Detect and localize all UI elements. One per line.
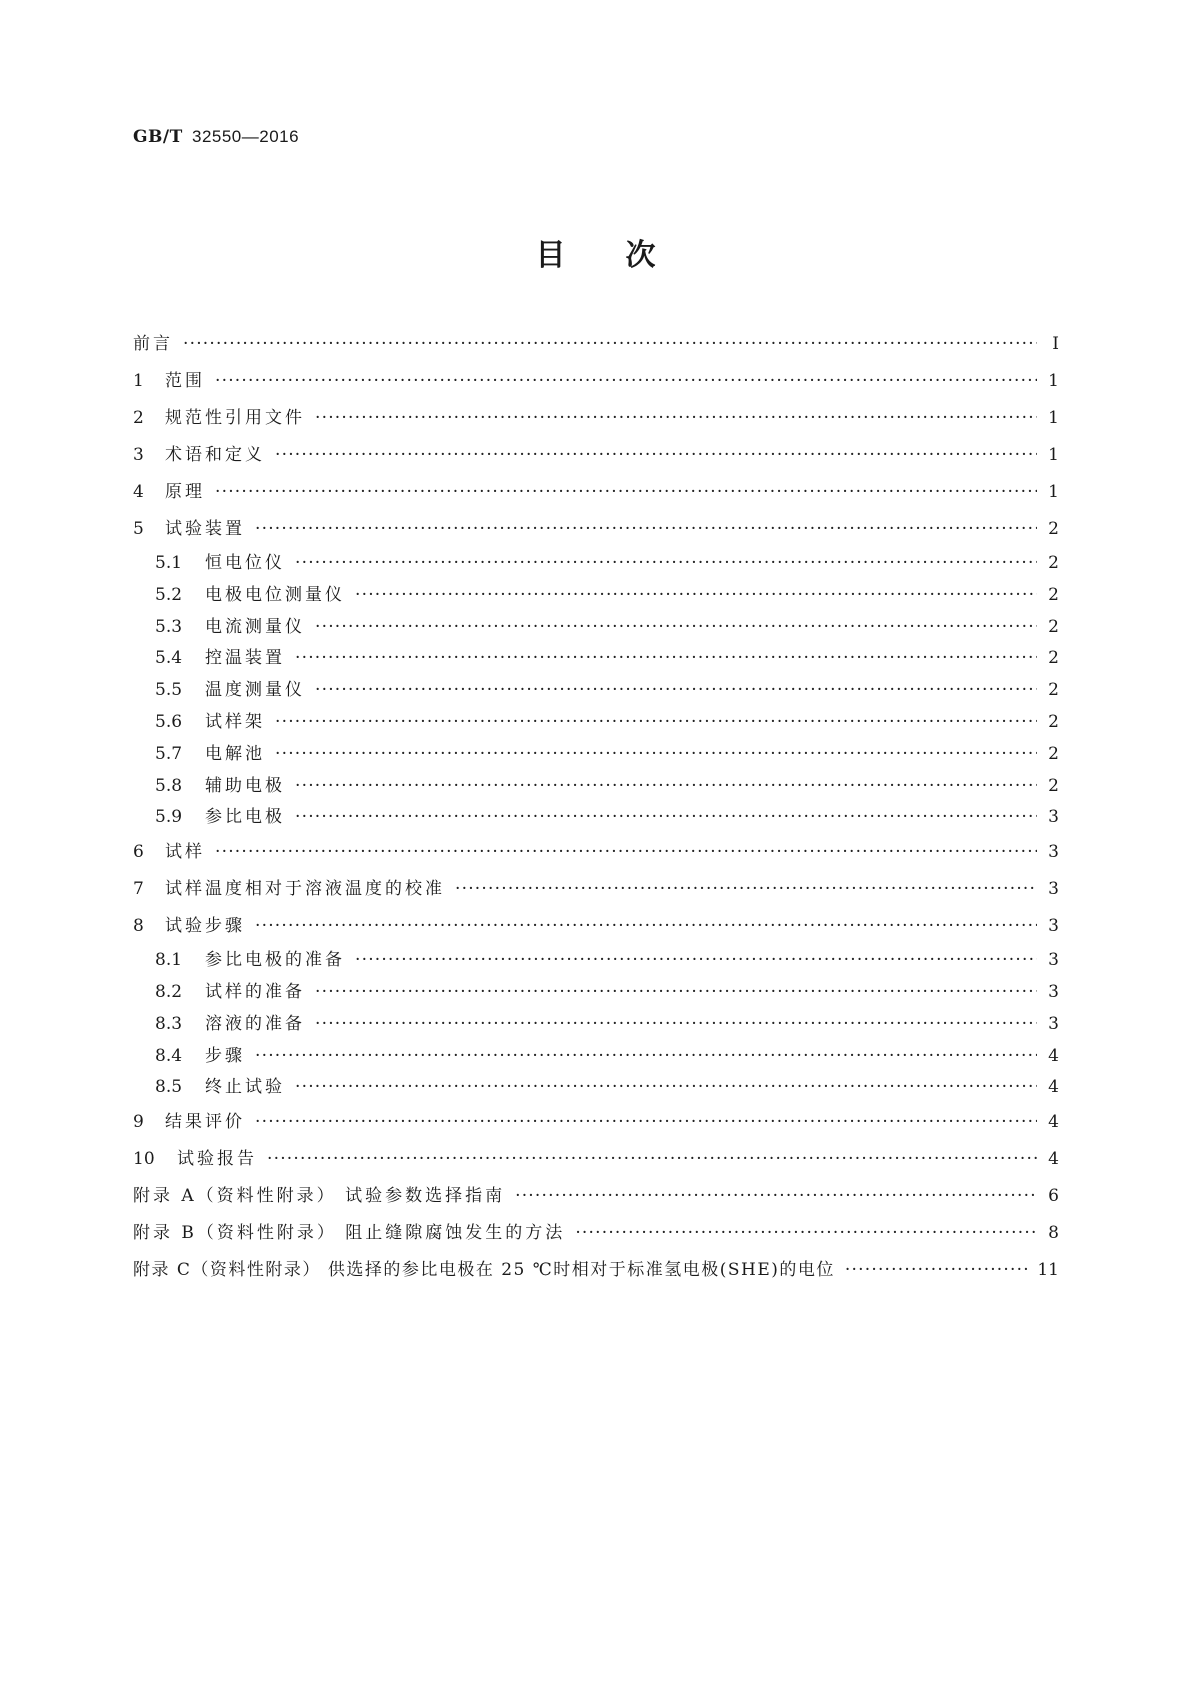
- toc-entry-label: 终止试验: [205, 1077, 285, 1098]
- toc-entry-page: Ⅰ: [1052, 334, 1059, 354]
- toc-entry-foreword[interactable]: [133, 326, 1059, 363]
- toc-entry-page: 4: [1048, 1149, 1059, 1170]
- toc-entry-number: 1: [133, 371, 144, 391]
- dot-leader: [315, 675, 1037, 707]
- toc-entry-label: 试样的准备: [205, 981, 305, 1002]
- toc-entry-page: 8: [1048, 1223, 1059, 1244]
- toc-entry-8-4[interactable]: [133, 1041, 1059, 1073]
- toc-entry-number: 9: [133, 1112, 144, 1133]
- dot-leader: [275, 437, 1037, 474]
- toc-entry-label: 控温装置: [205, 648, 285, 669]
- toc-entry-page: 2: [1048, 553, 1059, 573]
- toc-entry-4[interactable]: [133, 474, 1059, 511]
- toc-entry-page: 1: [1048, 408, 1059, 428]
- toc-entry-page: 6: [1048, 1186, 1059, 1207]
- toc-entry-5-7[interactable]: [133, 739, 1059, 771]
- toc-entry-2[interactable]: [133, 400, 1059, 437]
- toc-entry-number: 7: [133, 879, 144, 900]
- toc-entry-page: 3: [1048, 916, 1059, 937]
- page-title: 目次: [535, 238, 716, 273]
- toc-entry-5[interactable]: [133, 511, 1059, 548]
- toc-entry-number: 5.5: [155, 680, 183, 701]
- toc-entry-label: 试验装置: [165, 519, 245, 539]
- toc-entry-number: 5.2: [155, 584, 183, 605]
- toc-entry-label: 前言: [133, 334, 173, 354]
- dot-leader: [575, 1215, 1037, 1252]
- toc-entry-label: 附录 C（资料性附录） 供选择的参比电极在 25 ℃时相对于标准氢电极(SHE)的电位: [133, 1260, 835, 1281]
- toc-entry-label: 电极电位测量仪: [205, 584, 345, 605]
- toc-entry-appendix-a[interactable]: [133, 1178, 1059, 1215]
- toc-entry-label: 辅助电极: [205, 775, 285, 796]
- toc-entry-6[interactable]: [133, 834, 1059, 871]
- toc-entry-page: 11: [1037, 1260, 1059, 1281]
- dot-leader: [295, 802, 1037, 834]
- toc-entry-appendix-c[interactable]: [133, 1252, 1059, 1289]
- toc-entry-1[interactable]: [133, 363, 1059, 400]
- toc-entry-page: 4: [1048, 1045, 1059, 1066]
- toc-entry-label: 规范性引用文件: [165, 408, 305, 428]
- toc-entry-10[interactable]: [133, 1141, 1059, 1178]
- toc-entry-page: 3: [1048, 981, 1059, 1002]
- standard-prefix: GB/T: [133, 127, 183, 147]
- toc-entry-page: 3: [1048, 879, 1059, 900]
- dot-leader: [267, 1141, 1037, 1178]
- toc-entry-appendix-b[interactable]: [133, 1215, 1059, 1252]
- dot-leader: [255, 1104, 1037, 1141]
- toc-entry-page: 2: [1048, 584, 1059, 605]
- toc-entry-label: 试验步骤: [165, 916, 245, 937]
- dot-leader: [295, 548, 1037, 580]
- toc-entry-page: 1: [1048, 482, 1059, 502]
- toc-entry-5-3[interactable]: [133, 612, 1059, 644]
- toc-entry-label: 试样温度相对于溶液温度的校准: [165, 879, 445, 900]
- dot-leader: [355, 945, 1037, 977]
- toc-entry-8-2[interactable]: [133, 977, 1059, 1009]
- toc-entry-page: 2: [1048, 711, 1059, 732]
- toc-entry-number: 5: [133, 519, 144, 539]
- dot-leader: [215, 363, 1037, 400]
- toc-entry-9[interactable]: [133, 1104, 1059, 1141]
- standard-code: 32550—2016: [191, 127, 300, 146]
- toc-entry-page: 4: [1048, 1077, 1059, 1098]
- dot-leader: [315, 400, 1037, 437]
- toc-entry-label: 结果评价: [165, 1112, 245, 1133]
- dot-leader: [315, 977, 1037, 1009]
- dot-leader: [455, 871, 1037, 908]
- toc-entry-page: 2: [1048, 743, 1059, 764]
- toc-entry-number: 8.4: [155, 1045, 183, 1066]
- dot-leader: [355, 580, 1037, 612]
- toc-entry-number: 6: [133, 842, 144, 863]
- dot-leader: [255, 908, 1037, 945]
- toc-entry-label: 范围: [165, 371, 205, 391]
- toc-entry-number: 8: [133, 916, 144, 937]
- toc-entry-page: 3: [1048, 950, 1059, 971]
- toc-entry-page: 3: [1048, 1013, 1059, 1034]
- toc-entry-number: 8.1: [155, 950, 183, 971]
- toc-entry-8-5[interactable]: [133, 1072, 1059, 1104]
- toc-entry-number: 5.7: [155, 743, 183, 764]
- toc-entry-8-1[interactable]: [133, 945, 1059, 977]
- dot-leader: [295, 1072, 1037, 1104]
- toc-entry-label: 试验报告: [177, 1149, 257, 1170]
- toc-entry-number: 4: [133, 482, 144, 502]
- toc-entry-5-4[interactable]: [133, 643, 1059, 675]
- dot-leader: [255, 1041, 1037, 1073]
- dot-leader: [295, 643, 1037, 675]
- toc-entry-8[interactable]: [133, 908, 1059, 945]
- dot-leader: [275, 707, 1037, 739]
- toc-entry-number: 10: [133, 1149, 155, 1170]
- toc-entry-label: 试样架: [205, 711, 265, 732]
- toc-entry-5-1[interactable]: [133, 548, 1059, 580]
- toc-entry-7[interactable]: [133, 871, 1059, 908]
- standard-number: [133, 127, 299, 147]
- table-of-contents: [133, 326, 1059, 1289]
- dot-leader: [255, 511, 1037, 548]
- toc-entry-label: 电解池: [205, 743, 265, 764]
- dot-leader: [515, 1178, 1037, 1215]
- toc-entry-label: 附录 A（资料性附录） 试验参数选择指南: [133, 1186, 506, 1207]
- toc-entry-label: 原理: [165, 482, 205, 502]
- toc-entry-page: 4: [1048, 1112, 1059, 1133]
- dot-leader: [295, 771, 1037, 803]
- toc-entry-label: 恒电位仪: [205, 553, 285, 573]
- toc-entry-page: 1: [1048, 445, 1059, 465]
- toc-entry-label: 术语和定义: [165, 445, 265, 465]
- toc-entry-page: 1: [1048, 371, 1059, 391]
- toc-entry-number: 8.3: [155, 1013, 183, 1034]
- toc-entry-label: 温度测量仪: [205, 680, 305, 701]
- dot-leader: [215, 834, 1037, 871]
- toc-entry-number: 5.9: [155, 807, 183, 828]
- toc-entry-number: 8.2: [155, 981, 183, 1002]
- toc-entry-page: 2: [1048, 680, 1059, 701]
- toc-entry-page: 3: [1048, 807, 1059, 828]
- toc-entry-page: 2: [1048, 648, 1059, 669]
- toc-entry-page: 2: [1048, 519, 1059, 539]
- toc-entry-5-6[interactable]: [133, 707, 1059, 739]
- toc-entry-number: 5.3: [155, 616, 183, 637]
- dot-leader: [315, 1009, 1037, 1041]
- toc-entry-label: 参比电极: [205, 807, 285, 828]
- toc-entry-number: 8.5: [155, 1077, 183, 1098]
- toc-entry-number: 5.4: [155, 648, 183, 669]
- toc-entry-number: 5.8: [155, 775, 183, 796]
- dot-leader: [275, 739, 1037, 771]
- toc-entry-number: 2: [133, 408, 144, 428]
- toc-entry-5-8[interactable]: [133, 771, 1059, 803]
- dot-leader: [183, 326, 1037, 363]
- toc-entry-number: 3: [133, 445, 144, 465]
- toc-entry-page: 3: [1048, 842, 1059, 863]
- toc-entry-number: 5.1: [155, 553, 183, 573]
- toc-entry-label: 附录 B（资料性附录） 阻止缝隙腐蚀发生的方法: [133, 1223, 566, 1244]
- toc-entry-5-9[interactable]: [133, 802, 1059, 834]
- toc-entry-8-3[interactable]: [133, 1009, 1059, 1041]
- toc-entry-label: 步骤: [205, 1045, 245, 1066]
- toc-entry-label: 溶液的准备: [205, 1013, 305, 1034]
- toc-entry-label: 参比电极的准备: [205, 950, 345, 971]
- toc-entry-page: 2: [1048, 616, 1059, 637]
- toc-entry-5-2[interactable]: [133, 580, 1059, 612]
- dot-leader: [315, 612, 1037, 644]
- toc-entry-page: 2: [1048, 775, 1059, 796]
- toc-entry-number: 5.6: [155, 711, 183, 732]
- toc-entry-3[interactable]: [133, 437, 1059, 474]
- toc-entry-5-5[interactable]: [133, 675, 1059, 707]
- toc-entry-label: 电流测量仪: [205, 616, 305, 637]
- dot-leader: [845, 1252, 1029, 1289]
- dot-leader: [215, 474, 1037, 511]
- toc-entry-label: 试样: [165, 842, 205, 863]
